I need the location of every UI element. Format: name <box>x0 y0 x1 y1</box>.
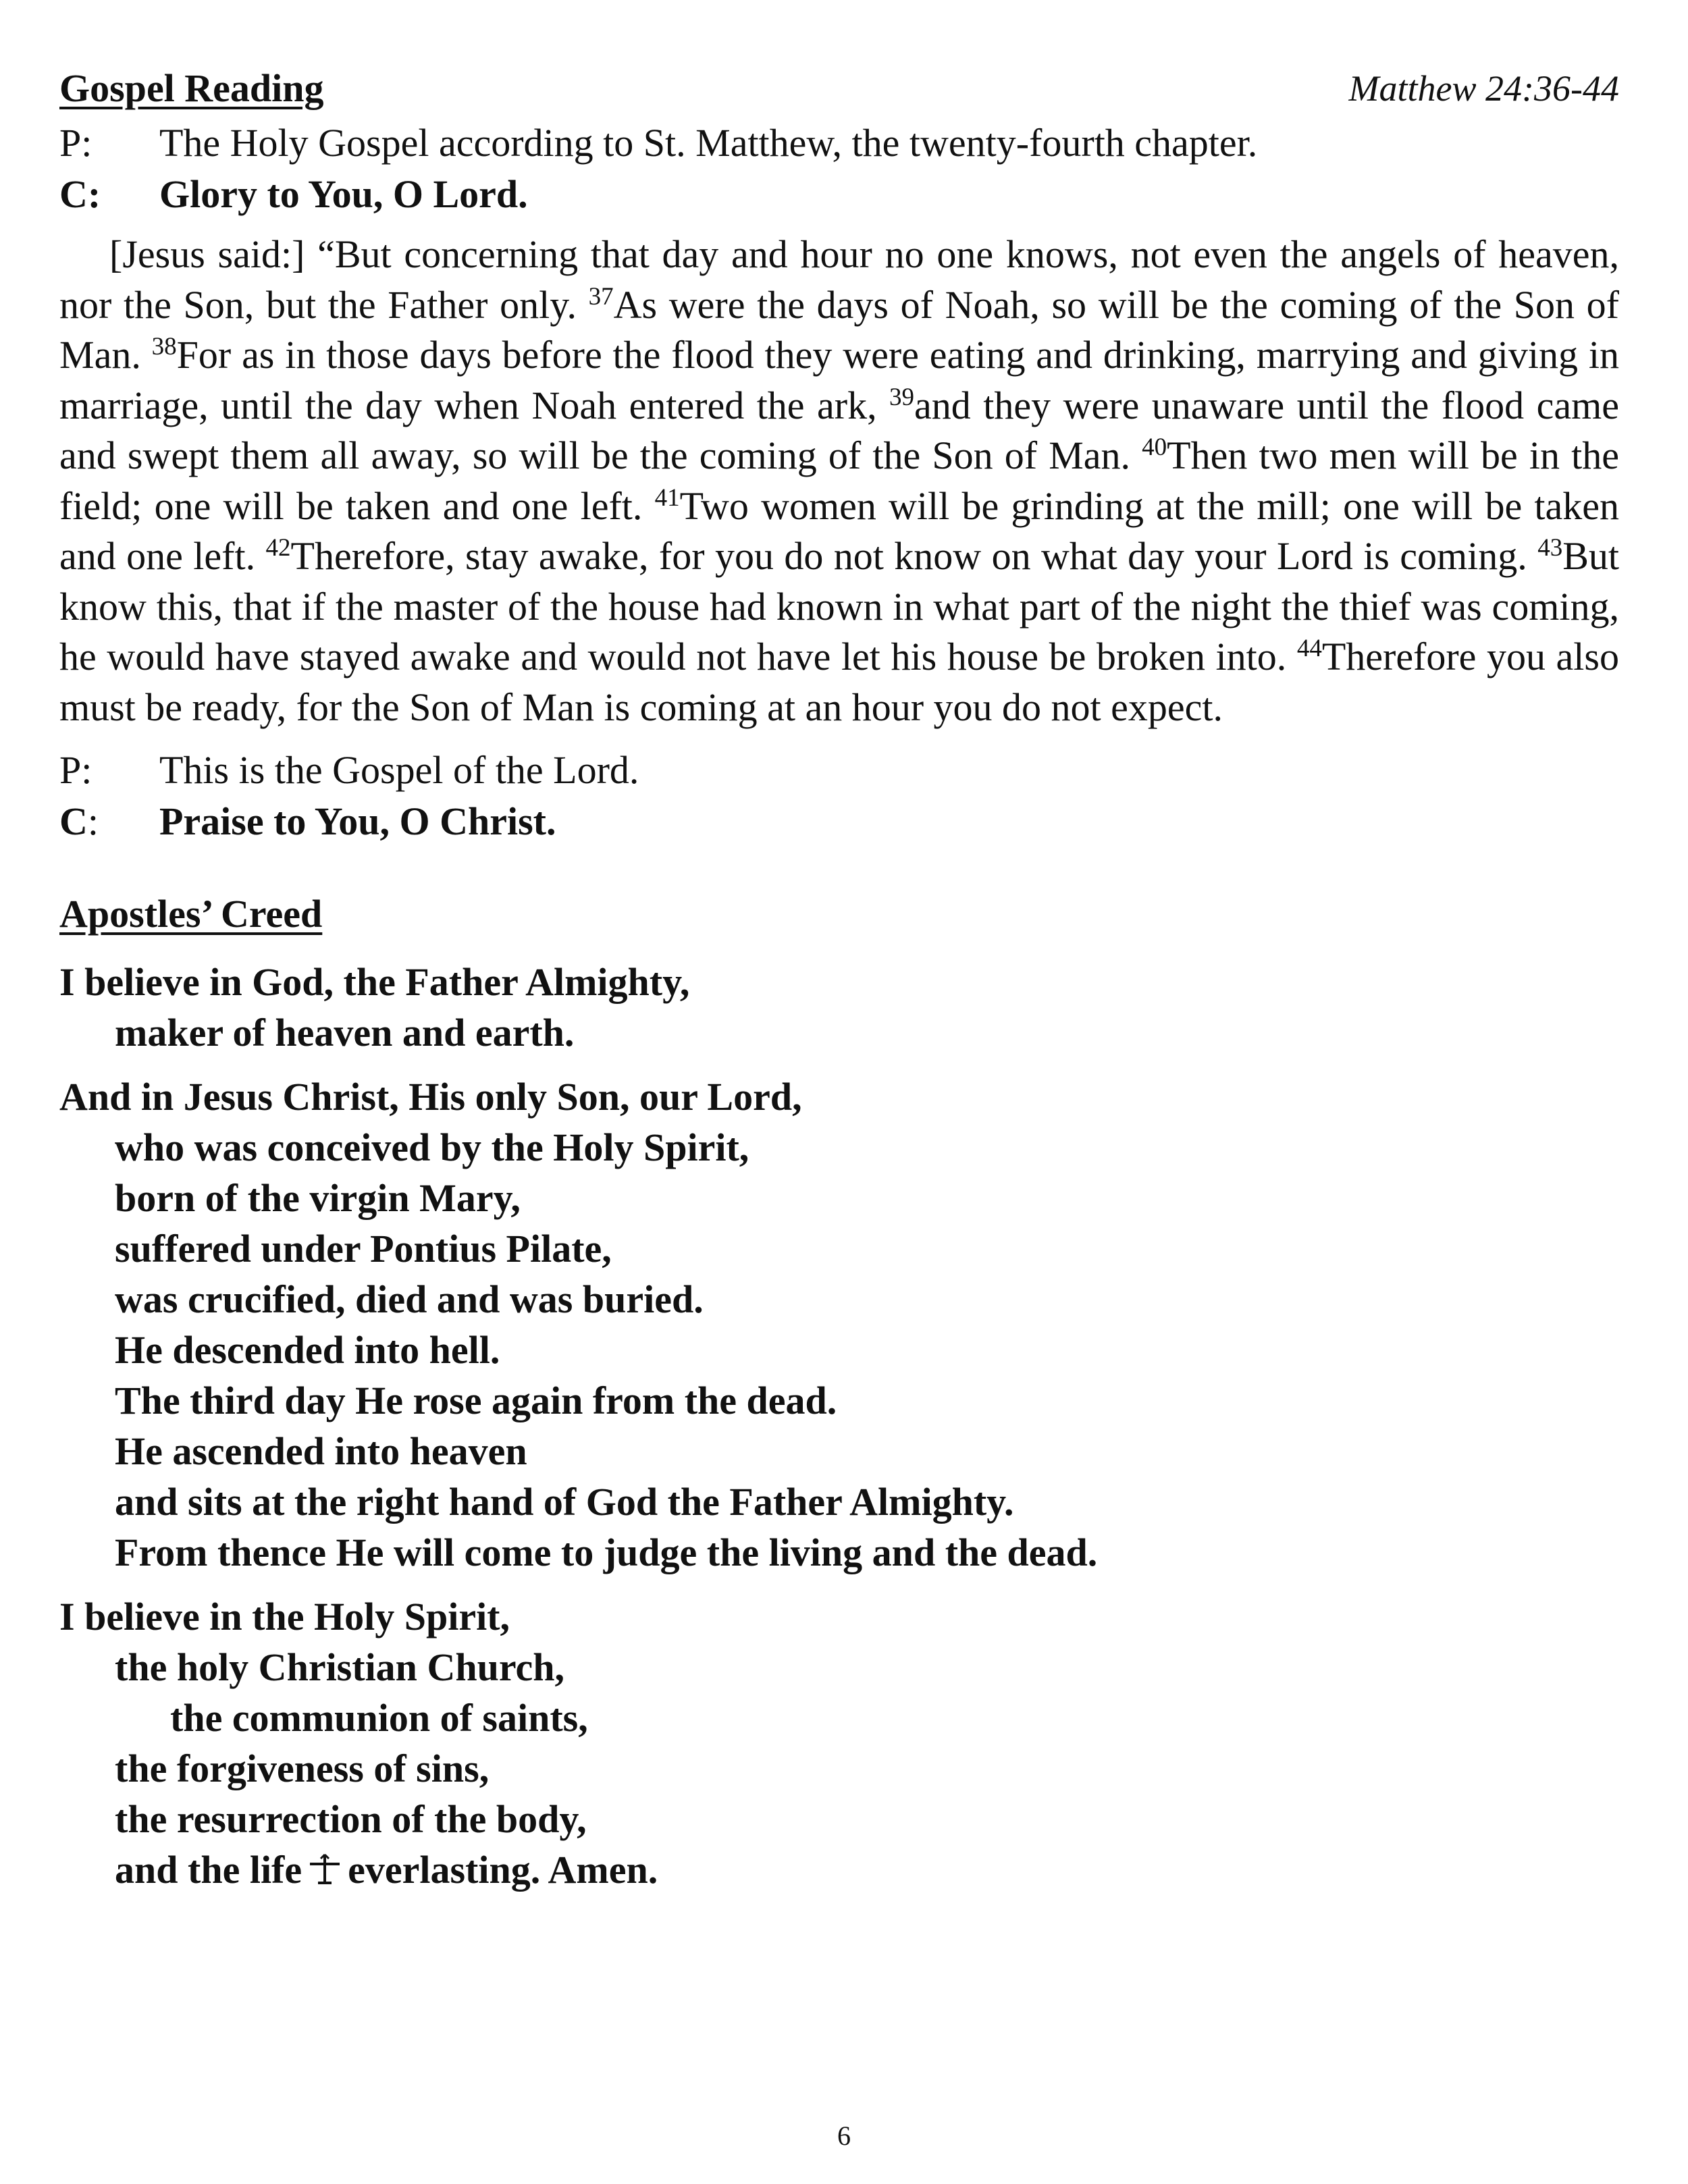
pastor-intro-line <box>59 117 1619 169</box>
creed-stanza-3 <box>59 1591 1619 1895</box>
creed-line: the resurrection of the body, <box>115 1797 587 1841</box>
pastor-label: P: <box>59 748 93 792</box>
creed-line: And in Jesus Christ, His only Son, our Lord, <box>59 1075 802 1119</box>
creed-line: the holy Christian Church, <box>115 1645 565 1689</box>
congregation-label: C: <box>59 172 101 216</box>
creed-line: suffered under Pontius Pilate, <box>115 1227 612 1271</box>
creed-line: I believe in God, the Father Almighty, <box>59 960 690 1004</box>
congregation-closing-text: Praise to You, O Christ. <box>159 799 556 843</box>
verse-number-43: 43 <box>1537 534 1563 562</box>
gospel-heading-row <box>59 59 1619 117</box>
creed-line: the forgiveness of sins, <box>115 1747 490 1790</box>
cross-icon <box>306 1852 344 1886</box>
reading-text-43: But know this, that if the master of the house had known in what part of the night the thief was coming, he would have stayed awake and would not have let his house be broken into. <box>59 534 1619 678</box>
reading-text-38: For as in those days before the flood they were eating and drinking, marrying and giving in marriage, until the day when Noah entered the ark, <box>59 333 1619 427</box>
creed-line: born of the virgin Mary, <box>115 1176 521 1220</box>
scripture-reference: Matthew 24:36-44 <box>1348 68 1619 109</box>
congregation-response-text: Glory to You, O Lord. <box>159 172 528 216</box>
creed-line: The third day He rose again from the dead. <box>115 1379 837 1422</box>
creed-line-start: and the life <box>115 1848 302 1892</box>
creed-line: who was conceived by the Holy Spirit, <box>115 1125 749 1169</box>
creed-line: I believe in the Holy Spirit, <box>59 1595 510 1639</box>
creed-heading: Apostles’ Creed <box>59 892 323 936</box>
reading-text-40: Then two men will be in the field; one will be taken and one left. <box>59 433 1619 528</box>
creed-line: From thence He will come to judge the living and the dead. <box>115 1530 1098 1574</box>
creed-line: the communion of saints, <box>170 1696 588 1740</box>
pastor-label: P: <box>59 121 93 165</box>
verse-number-39: 39 <box>889 383 915 411</box>
pastor-closing-text: This is the Gospel of the Lord. <box>159 748 639 792</box>
creed-line: He ascended into heaven <box>115 1429 527 1473</box>
creed-stanza-2 <box>59 1071 1619 1578</box>
verse-number-38: 38 <box>151 333 177 361</box>
verse-number-41: 41 <box>654 483 680 512</box>
pastor-intro-text: The Holy Gospel according to St. Matthew, the twenty-fourth chapter. <box>159 121 1258 165</box>
creed-line: and sits at the right hand of God the Father Almighty. <box>115 1480 1014 1524</box>
creed-line: was crucified, died and was buried. <box>115 1277 704 1321</box>
page-number: 6 <box>837 2121 851 2151</box>
congregation-label <box>59 796 159 847</box>
congregation-closing-line <box>59 796 1619 847</box>
creed-line-end: everlasting. Amen. <box>348 1848 658 1892</box>
creed-line: maker of heaven and earth. <box>115 1011 575 1055</box>
gospel-heading: Gospel Reading <box>59 66 324 110</box>
verse-number-40: 40 <box>1142 433 1167 461</box>
verse-number-44: 44 <box>1296 635 1322 662</box>
reading-text-41: Two women will be grinding at the mill; one will be taken and one left. <box>59 483 1619 578</box>
bulletin-page <box>59 59 1619 1895</box>
creed-heading-row <box>59 885 1619 943</box>
verse-number-42: 42 <box>265 534 291 562</box>
creed-line: He descended into hell. <box>115 1328 500 1372</box>
gospel-reading-text <box>59 230 1619 733</box>
congregation-label-colon: : <box>87 799 99 843</box>
creed-stanza-1 <box>59 957 1619 1058</box>
reading-text-42: Therefore, stay awake, for you do not know on what day your Lord is coming. <box>290 534 1538 578</box>
reading-text-37: As were the days of Noah, so will be the coming of the Son of Man. <box>59 282 1619 377</box>
apostles-creed <box>59 957 1619 1895</box>
pastor-closing-line <box>59 745 1619 796</box>
verse-number-37: 37 <box>588 282 614 311</box>
reading-text-36: [Jesus said:] “But concerning that day and hour no one knows, not even the angels of heaven, nor the Son, but the Father only. <box>59 232 1619 327</box>
congregation-response-line <box>59 169 1619 220</box>
creed-last-line <box>59 1844 1619 1895</box>
reading-text-39: and they were unaware until the flood came and swept them all away, so will be the coming of the Son of Man. <box>59 383 1619 477</box>
section-spacer <box>59 847 1619 885</box>
congregation-label-letter: C <box>59 799 88 843</box>
reading-text-44: Therefore you also must be ready, for the Son of Man is coming at an hour you do not expect. <box>59 635 1619 729</box>
